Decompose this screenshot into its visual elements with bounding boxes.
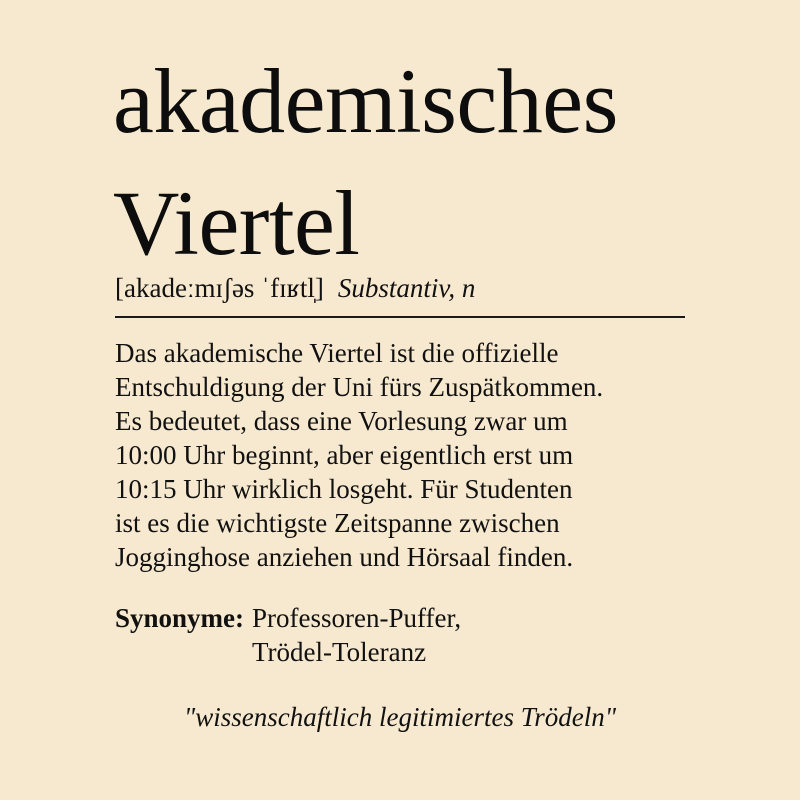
- synonyms-list: [252, 601, 461, 669]
- definition-line: 10:00 Uhr beginnt, aber eigentlich erst um: [115, 440, 574, 470]
- entry-title-line-2: Viertel: [113, 172, 360, 274]
- definition-line: Es bedeutet, dass eine Vorlesung zwar um: [115, 406, 568, 436]
- definition-line: 10:15 Uhr wirklich losgeht. Für Studenten: [115, 474, 573, 504]
- definition-line: Entschuldigung der Uni fürs Zuspätkommen.: [115, 372, 604, 402]
- definition: [115, 336, 715, 574]
- entry-title-line-1: akademisches: [113, 50, 618, 152]
- synonym-item: Professoren-Puffer,: [252, 603, 462, 633]
- pronunciation: [akadeːmɪʃəs ˈfɪʁtl̩]: [115, 273, 324, 303]
- synonyms: [115, 601, 461, 669]
- definition-line: ist es die wichtigste Zeitspanne zwischen: [115, 508, 560, 538]
- entry-title: [113, 40, 618, 284]
- quote: "wissenschaftlich legitimiertes Trödeln": [183, 702, 617, 732]
- definition-line: Jogginghose anziehen und Hörsaal finden.: [115, 542, 574, 572]
- pronunciation-line: [115, 270, 475, 306]
- synonyms-label: Synonyme:: [115, 603, 245, 633]
- part-of-speech: Substantiv, n: [337, 273, 476, 303]
- synonym-item: Trödel-Toleranz: [252, 637, 427, 667]
- definition-line: Das akademische Viertel ist die offizielle: [115, 338, 559, 368]
- divider: [115, 316, 685, 318]
